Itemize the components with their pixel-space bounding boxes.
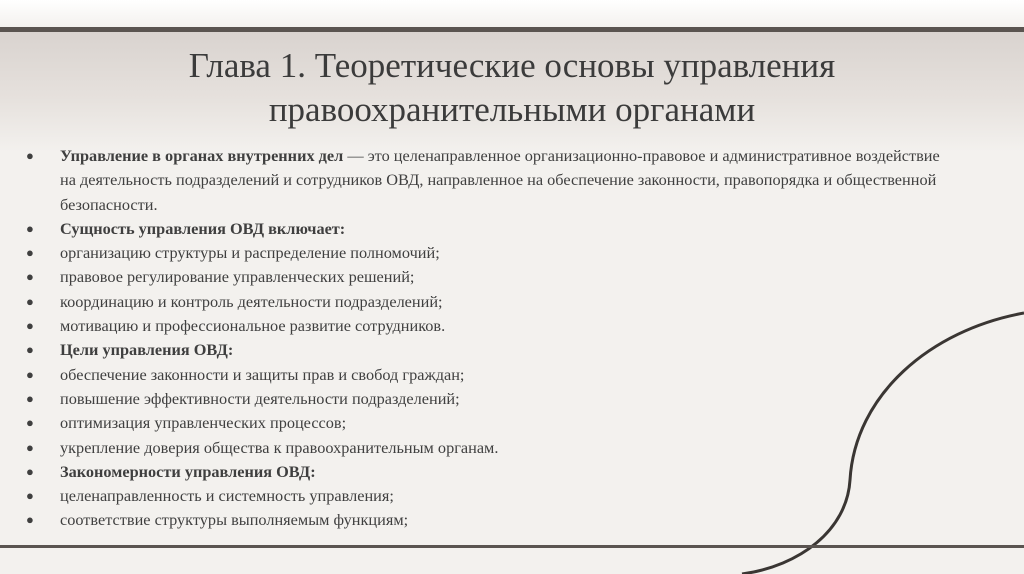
list-item-text: целенаправленность и системность управления;: [60, 486, 394, 506]
bullet-icon: ●: [26, 366, 34, 382]
list-item-text: организацию структуры и распределение полномочий;: [60, 243, 440, 263]
bullet-icon: ●: [26, 439, 34, 455]
list-item: [24, 387, 954, 411]
bullet-icon: ●: [26, 293, 34, 309]
list-item-text: обеспечение законности и защиты прав и свобод граждан;: [60, 364, 465, 384]
list-item-heading: Цели управления ОВД:: [60, 340, 234, 360]
list-item: [24, 241, 954, 265]
bullet-icon: ●: [26, 415, 34, 431]
list-item-text: соответствие структуры выполняемым функциям;: [60, 510, 409, 530]
list-item: [24, 460, 954, 484]
bullet-icon: ●: [26, 318, 34, 334]
list-item: [24, 436, 954, 460]
bullet-icon: ●: [26, 488, 34, 504]
list-item-heading: Управление в органах внутренних дел: [60, 146, 344, 165]
list-item: [24, 314, 954, 338]
bullet-icon: ●: [26, 269, 34, 285]
title-line-2: правоохранительными органами: [268, 90, 756, 129]
title-line-1: Глава 1. Теоретические основы управления: [188, 46, 836, 85]
list-item-text: оптимизация управленческих процессов;: [60, 413, 347, 433]
list-item-heading: Сущность управления ОВД включает:: [60, 218, 346, 238]
list-item-text: правовое регулирование управленческих решений;: [60, 267, 415, 287]
top-band: [0, 0, 1024, 26]
slide-title: [0, 44, 1024, 132]
list-item: [24, 363, 954, 387]
list-item-text: координацию и контроль деятельности подразделений;: [60, 291, 443, 311]
list-item-text: мотивацию и профессиональное развитие сотрудников.: [60, 316, 446, 336]
list-item: [24, 484, 954, 508]
bullet-icon: ●: [26, 220, 34, 236]
bottom-divider: [0, 545, 1024, 548]
list-item: [24, 508, 954, 532]
bullet-icon: ●: [26, 245, 34, 261]
list-item: [24, 265, 954, 289]
content-list: [24, 144, 954, 533]
list-item: [24, 290, 954, 314]
list-item: [24, 338, 954, 362]
bullet-icon: ●: [26, 390, 34, 406]
bullet-icon: ●: [26, 463, 34, 479]
list-item-text: — это целенаправленное организационно-правовое и административное воздействие на деятельность подразделений и сотрудников ОВД, направленное на обеспечение законности, правопорядка и общественной безопасности.: [60, 146, 940, 214]
list-item: [24, 411, 954, 435]
bullet-icon: ●: [26, 342, 34, 358]
list-item-text: укрепление доверия общества к правоохранительным органам.: [60, 437, 499, 457]
list-item-heading: Закономерности управления ОВД:: [60, 461, 316, 481]
list-item-text: повышение эффективности деятельности подразделений;: [60, 388, 460, 408]
bullet-icon: ●: [26, 512, 34, 528]
bullet-icon: ●: [26, 148, 34, 163]
list-item: [24, 217, 954, 241]
list-item: [24, 144, 954, 217]
